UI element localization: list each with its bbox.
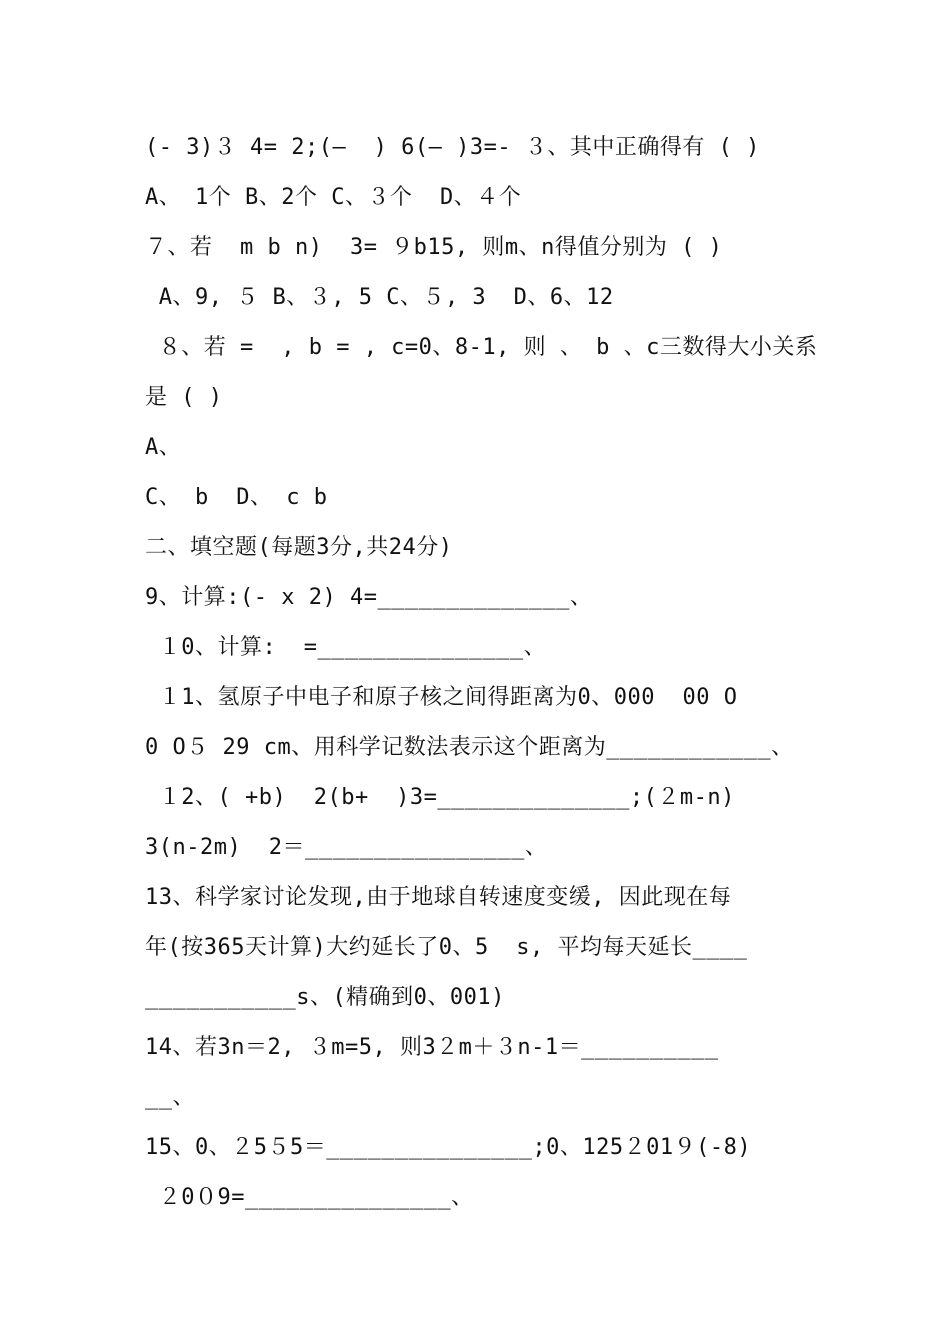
text-line: A、 1个 B、2个 C、３个 D、４个 [145, 185, 522, 210]
question-13: 13、科学家讨论发现,由于地球自转速度变缓, 因此现在每 [145, 885, 732, 910]
question-8-option-a: A、 [145, 435, 182, 460]
text-line: ___________s、(精确到0、001) [145, 985, 505, 1010]
question-12: １2、( +b) 2(b+ )3=______________;(２m-n) [145, 785, 735, 810]
text-line: ２0０9=_______________、 [145, 1185, 474, 1210]
question-7-options: A、9, ５ B、３, 5 C、５, 3 D、6、12 [145, 285, 614, 310]
question-7: ７、若 m b n) 3= ９b15, 则m、n得值分别为 ( ) [145, 235, 723, 260]
text-line: (- 3)３ 4= 2;(— ) 6(— )3=- ３、其中正确得有 ( ) [145, 135, 760, 160]
section-heading: 二、填空题(每题3分,共24分) [145, 535, 453, 560]
text-line: 是 ( ) [145, 385, 223, 410]
question-8: ８、若 = , b = , c=0、8-1, 则 、 b 、c三数得大小关系 [145, 335, 818, 360]
question-8-options: C、 b D、 c b [145, 485, 328, 510]
question-14: 14、若3n＝2, ３m=5, 则3２m＋３n-1＝__________ [145, 1035, 719, 1060]
question-15: 15、0、２5５5＝_______________;0、125２01９(-8) [145, 1135, 752, 1160]
text-line: 0 O５ 29 cm、用科学记数法表示这个距离为____________、 [145, 735, 794, 760]
question-10: １0、计算: =_______________、 [145, 635, 547, 660]
text-line: 3(n-2m) 2＝________________、 [145, 835, 548, 860]
text-line: 年(按365天计算)大约延长了0、5 s, 平均每天延长____ [145, 935, 748, 960]
question-11: １1、氢原子中电子和原子核之间得距离为0、000 00 O [145, 685, 738, 710]
text-line: __、 [145, 1085, 195, 1110]
question-9: 9、计算:(- x 2) 4=______________、 [145, 585, 593, 610]
